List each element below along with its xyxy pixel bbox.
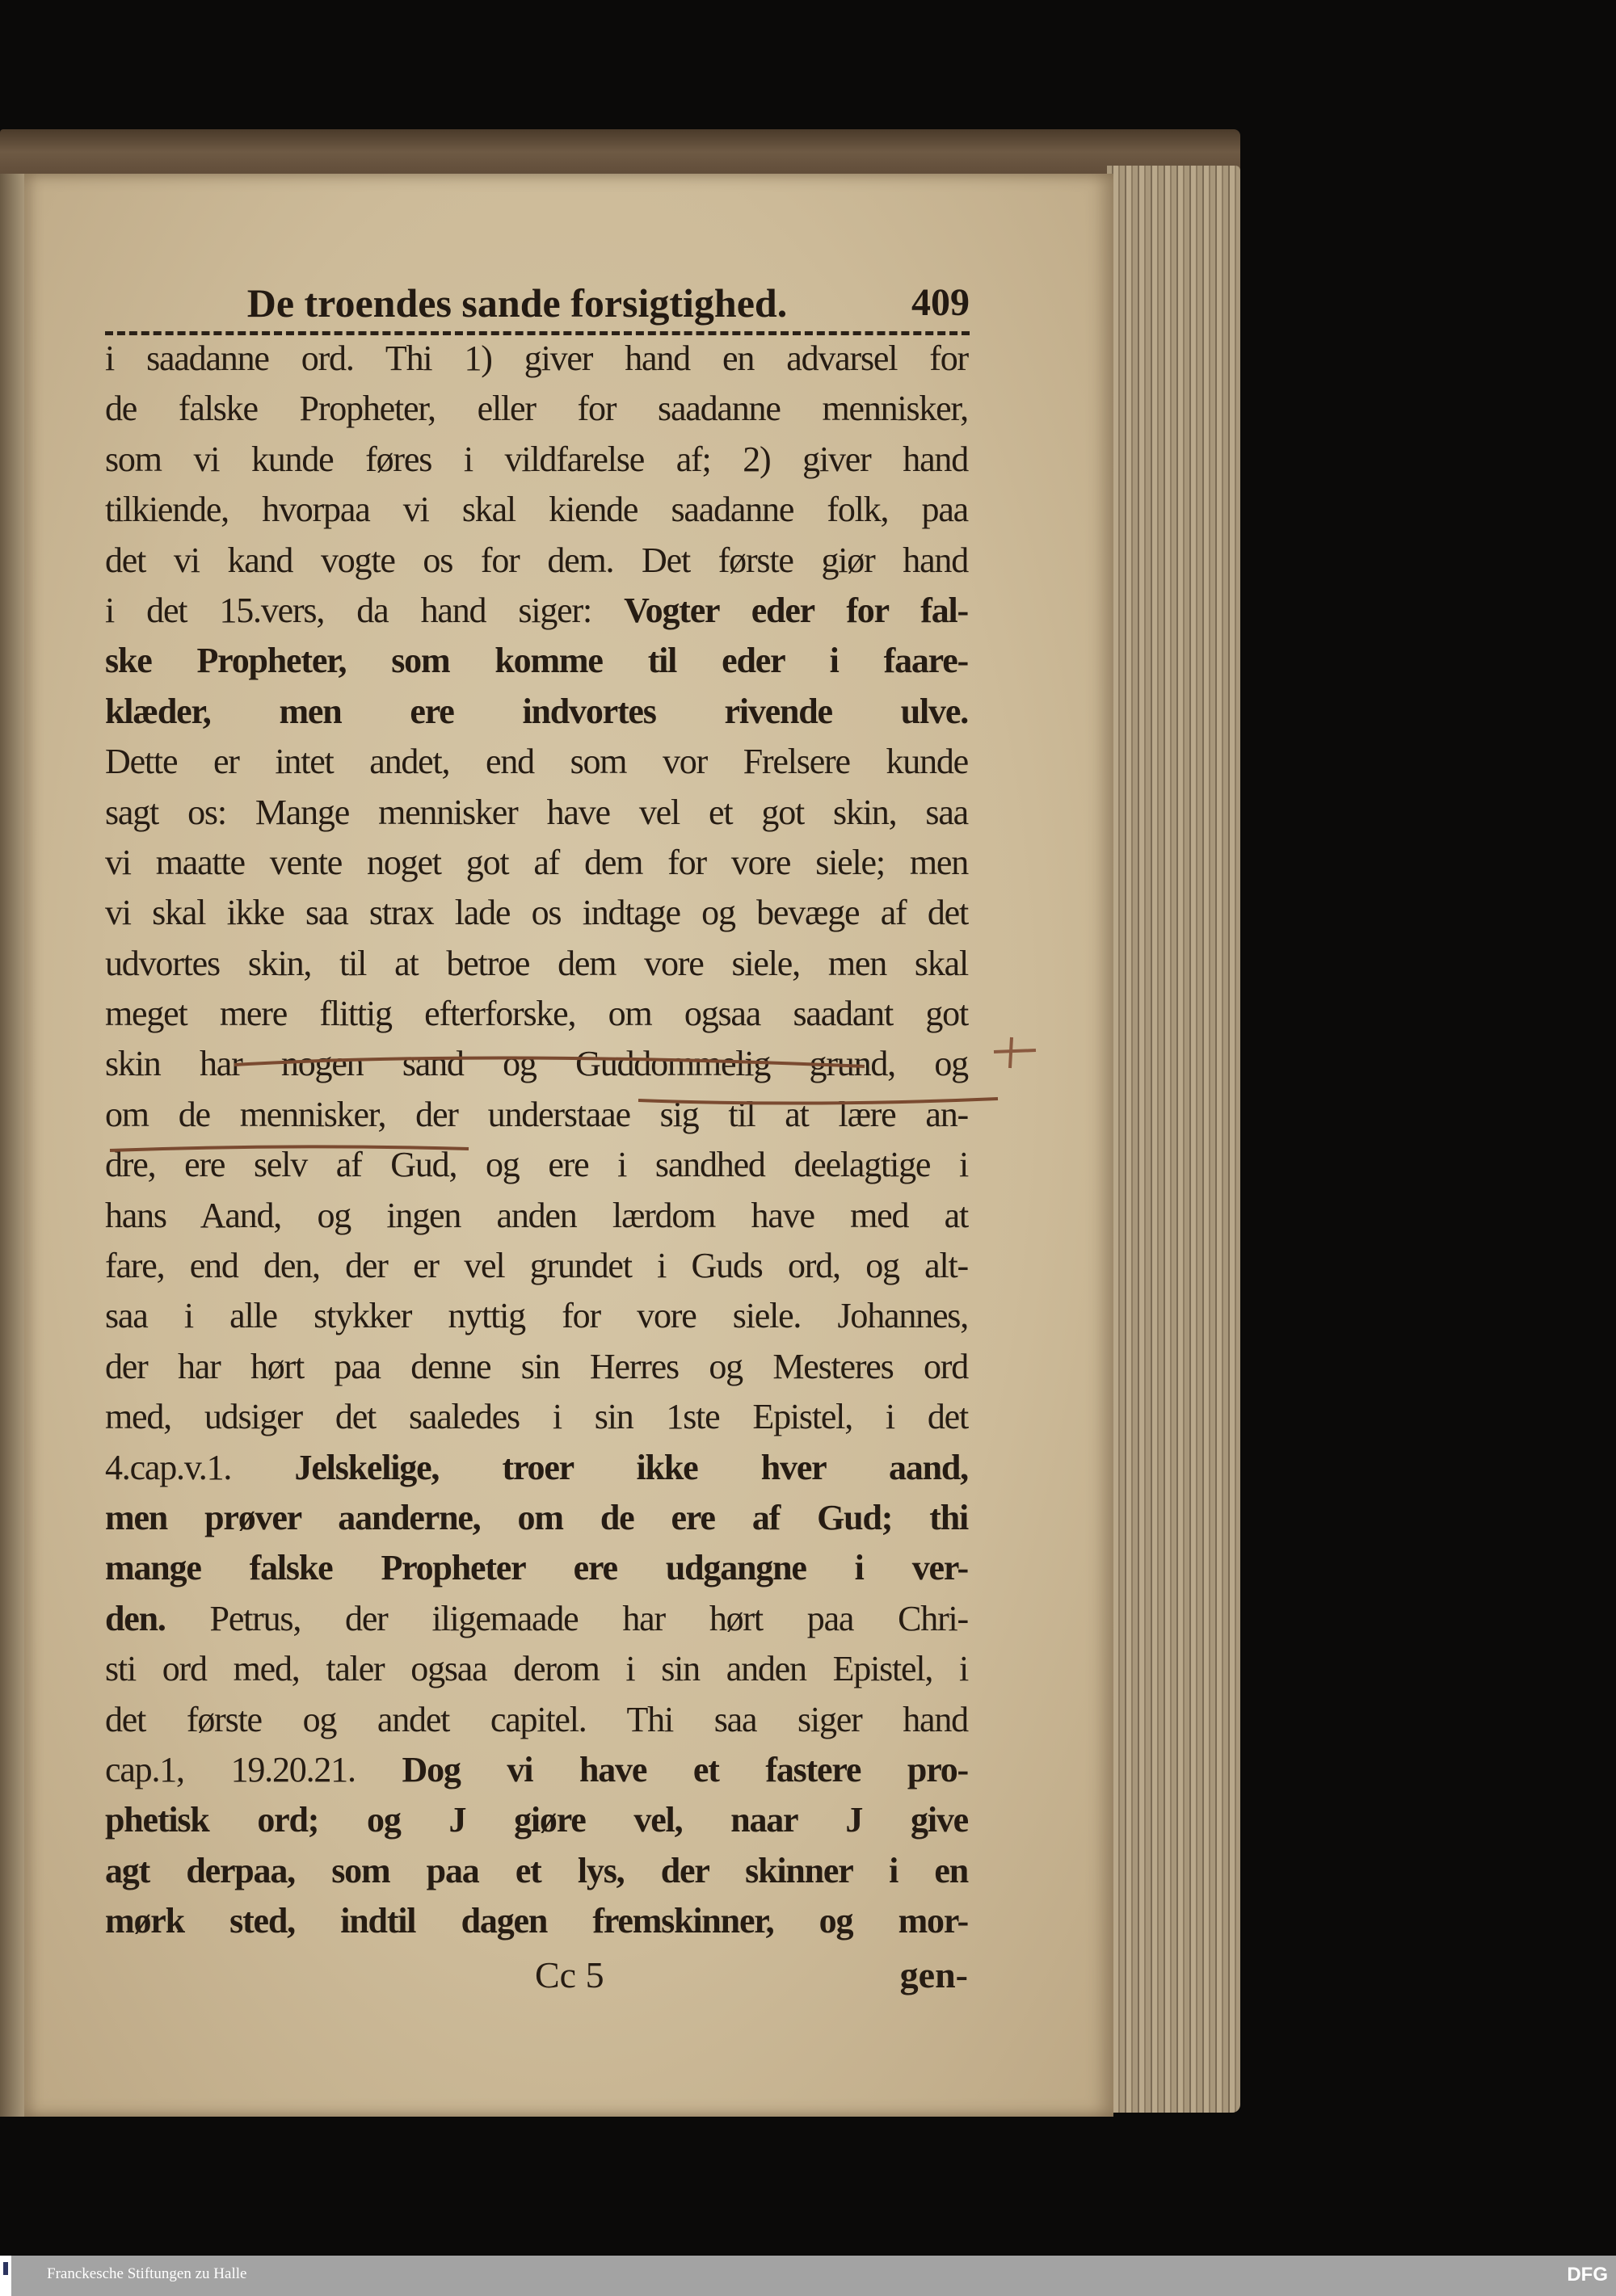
text-line [105,1191,968,1241]
text-line [105,1543,968,1593]
emphasized-text: ske Propheter, som komme til eder i faare- [105,641,968,681]
emphasized-text: den. [105,1598,166,1638]
text-line [105,838,968,888]
text-line [105,1392,968,1442]
text-line [105,1594,968,1644]
text-line [105,485,968,535]
text-segment: i saadanne ord. Thi 1) giver hand en advarsel for [105,339,968,378]
text-segment: fare, end den, der er vel grundet i Guds ord, og alt- [105,1246,968,1286]
text-segment: om de mennisker, der understaae sig til at lære an- [105,1094,968,1134]
text-segment: saa i alle stykker nyttig for vore siele. Johannes, [105,1296,968,1336]
text-line [105,1846,968,1896]
text-line [105,636,968,686]
text-segment: det vi kand vogte os for dem. Det første giør hand [105,540,968,580]
text-segment: Dette er intet andet, end som vor Frelsere kunde [105,742,968,782]
emphasized-text: klæder, men ere indvortes rivende ulve. [105,691,968,731]
text-segment: dre, ere selv af Gud, og ere i sandhed deelagtige i [105,1145,968,1185]
text-segment: i det 15.vers, da hand siger: [105,590,625,630]
text-line [105,1342,968,1392]
page-number: 409 [911,281,970,324]
catchword: gen- [899,1954,968,1995]
institution-logo [0,2256,11,2296]
text-line [105,586,968,636]
text-segment: skin har nogen sand og Guddommelig grund, og [105,1044,968,1084]
text-line [105,1291,968,1341]
text-line [105,989,968,1039]
text-line [105,939,968,989]
emphasized-text: agt derpaa, som paa et lys, der skinner i en [105,1850,968,1890]
text-segment: udvortes skin, til at betroe dem vore siele, men skal [105,943,968,983]
text-segment: hans Aand, og ingen anden lærdom have med at [105,1195,968,1235]
page-edges-stack [1107,166,1240,2113]
body-text [105,334,968,1947]
institution-name: Franckesche Stiftungen zu Halle [47,2265,247,2282]
running-title: De troendes sande forsigtighed. [246,280,788,326]
text-line [105,788,968,838]
text-segment: 4.cap.v.1. [105,1447,295,1487]
emphasized-text: Dog vi have et fastere pro- [402,1749,968,1789]
emphasized-text: men prøver aanderne, om de ere af Gud; thi [105,1497,968,1537]
text-segment: sti ord med, taler ogsaa derom i sin anden Epistel, i [105,1649,968,1689]
text-segment: tilkiende, hvorpaa vi skal kiende saadanne folk, paa [105,490,968,530]
text-line [105,1745,968,1795]
text-segment: sagt os: Mange mennisker have vel et got skin, saa [105,792,968,832]
emphasized-text: phetisk ord; og J giøre vel, naar J give [105,1800,968,1840]
text-segment: vi maatte vente noget got af dem for vore siele; men [105,842,968,882]
text-segment: meget mere flittig efterforske, om ogsaa saadant got [105,994,968,1034]
emphasized-text: mørk sted, indtil dagen fremskinner, og mor- [105,1901,968,1941]
emphasized-text: mange falske Propheter ere udgangne i ver- [105,1548,968,1588]
funder-logo: DFG [1567,2264,1608,2285]
text-line [105,1443,968,1493]
text-line [105,1039,968,1089]
text-line [105,737,968,787]
text-line [105,1644,968,1694]
text-line [105,687,968,737]
facing-page-edge [0,174,24,2117]
text-segment: med, udsiger det saaledes i sin 1ste Epistel, i det [105,1397,968,1437]
text-line [105,1896,968,1946]
page-header [105,279,970,327]
text-line [105,1241,968,1291]
text-line [105,1493,968,1543]
text-line [105,1795,968,1845]
text-line [105,1090,968,1140]
text-segment: Petrus, der iligemaade har hørt paa Chri- [165,1598,968,1638]
emphasized-text: Jelskelige, troer ikke hver aand, [294,1447,968,1487]
text-segment: de falske Propheter, eller for saadanne mennisker, [105,389,968,429]
text-segment: cap.1, 19.20.21. [105,1749,402,1789]
text-segment: det første og andet capitel. Thi saa siger hand [105,1699,968,1739]
text-segment: som vi kunde føres i vildfarelse af; 2) giver hand [105,439,968,479]
text-line [105,384,968,434]
text-line [105,536,968,586]
text-line [105,1695,968,1745]
text-segment: der har hørt paa denne sin Herres og Mesteres ord [105,1346,968,1386]
text-segment: vi skal ikke saa strax lade os indtage og bevæge af det [105,893,968,933]
text-line [105,888,968,938]
footer-bar [0,2256,1616,2296]
signature-mark: Cc 5 [535,1954,604,1995]
text-line [105,334,968,384]
text-line [105,435,968,485]
text-line [105,1140,968,1190]
emphasized-text: Vogter eder for fal- [624,590,968,630]
